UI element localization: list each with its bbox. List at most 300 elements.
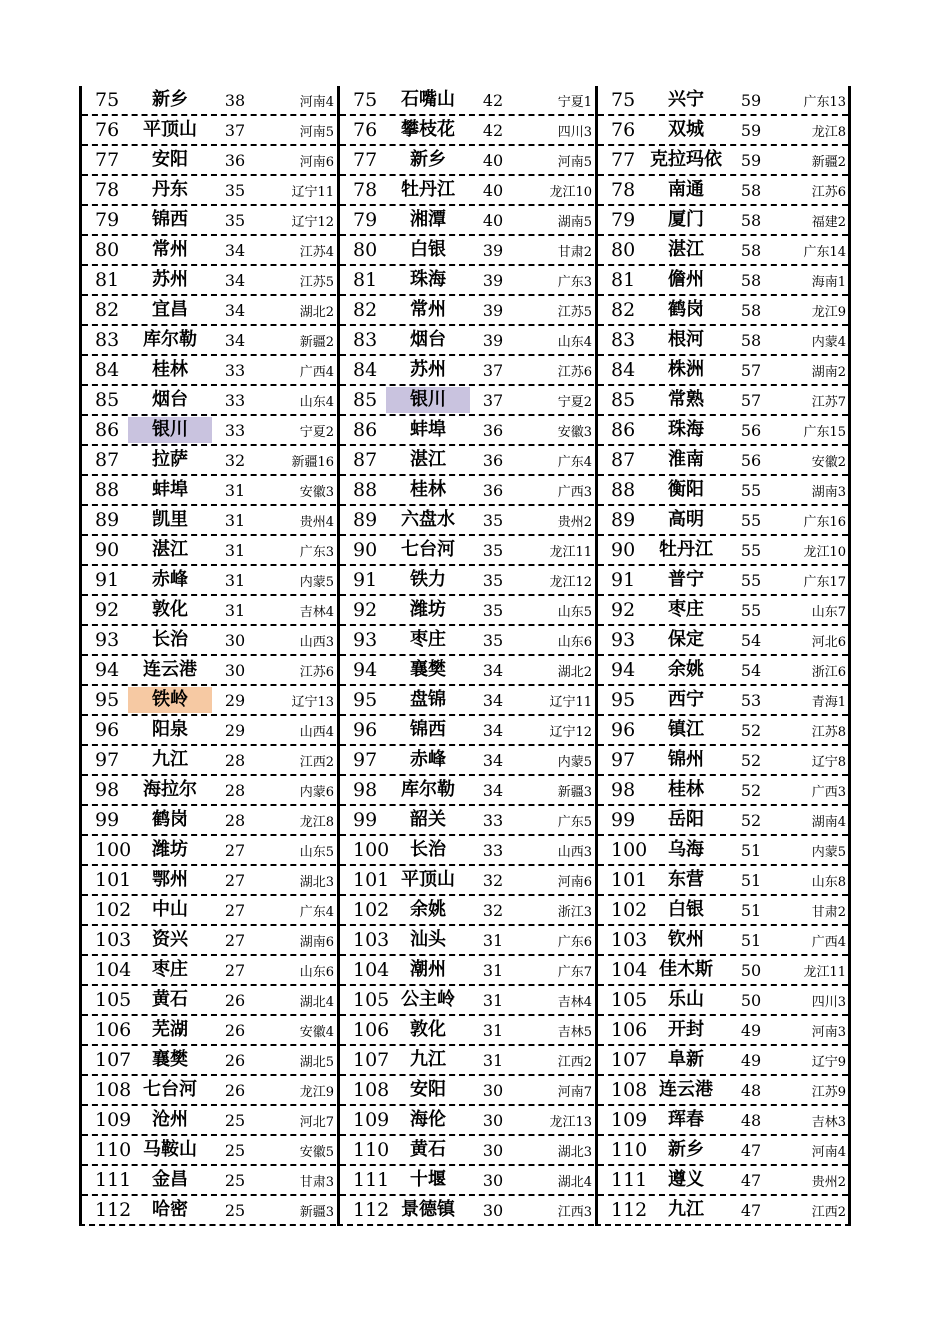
count-cell: 27 [224, 870, 246, 890]
count-cell: 52 [740, 720, 762, 740]
count-cell: 54 [740, 630, 762, 650]
city-cell: 保定 [668, 629, 704, 650]
rank-cell: 104 [353, 959, 390, 981]
table-row [340, 206, 594, 236]
city-cell: 厦门 [668, 209, 704, 230]
table-row [82, 1046, 336, 1076]
city-cell: 鹤岗 [668, 299, 704, 320]
table-row [598, 446, 848, 476]
province-cell: 山西3 [557, 844, 592, 860]
rank-cell: 90 [95, 539, 120, 561]
rank-cell: 81 [353, 269, 378, 291]
count-cell: 31 [482, 1050, 504, 1070]
rank-cell: 83 [353, 329, 378, 351]
province-cell: 江苏8 [811, 724, 846, 740]
province-cell: 宁夏2 [557, 394, 592, 410]
table-row [82, 116, 336, 146]
province-cell: 广东4 [557, 454, 592, 470]
city-cell: 长治 [152, 629, 188, 650]
province-cell: 贵州2 [557, 514, 592, 530]
count-cell: 27 [224, 960, 246, 980]
rank-cell: 108 [353, 1079, 390, 1101]
table-row [598, 536, 848, 566]
province-cell: 内蒙6 [299, 784, 334, 800]
table-row [340, 236, 594, 266]
table-row [82, 1196, 336, 1224]
count-cell: 59 [740, 120, 762, 140]
city-cell: 珠海 [410, 269, 446, 290]
table-row [598, 476, 848, 506]
province-cell: 山东4 [299, 394, 334, 410]
count-cell: 27 [224, 840, 246, 860]
table-row [598, 866, 848, 896]
province-cell: 河南7 [557, 1084, 592, 1100]
count-cell: 40 [482, 210, 504, 230]
rank-cell: 85 [353, 389, 378, 411]
table-row [598, 746, 848, 776]
rank-cell: 97 [95, 749, 120, 771]
province-cell: 辽宁13 [291, 694, 334, 710]
count-cell: 33 [224, 390, 246, 410]
table-row [598, 206, 848, 236]
city-cell: 襄樊 [152, 1049, 188, 1070]
table-row [82, 596, 336, 626]
rank-cell: 93 [611, 629, 636, 651]
table-row [82, 866, 336, 896]
rank-cell: 84 [353, 359, 378, 381]
table-row [340, 1106, 594, 1136]
province-cell: 新疆3 [557, 784, 592, 800]
province-cell: 江西3 [557, 1204, 592, 1220]
city-cell: 锦州 [668, 749, 704, 770]
rank-cell: 75 [95, 89, 120, 111]
rank-cell: 81 [95, 269, 120, 291]
city-cell: 珲春 [668, 1109, 704, 1130]
table-row [82, 626, 336, 656]
city-cell: 潍坊 [410, 599, 446, 620]
table-row [82, 1136, 336, 1166]
province-cell: 江苏5 [557, 304, 592, 320]
table-row [598, 1016, 848, 1046]
rank-cell: 86 [353, 419, 378, 441]
province-cell: 龙江8 [811, 124, 846, 140]
rank-cell: 89 [353, 509, 378, 531]
rank-cell: 102 [95, 899, 132, 921]
province-cell: 湖北5 [299, 1054, 334, 1070]
rank-cell: 111 [611, 1169, 648, 1191]
count-cell: 58 [740, 330, 762, 350]
province-cell: 吉林5 [557, 1024, 592, 1040]
count-cell: 31 [482, 960, 504, 980]
table-row [340, 476, 594, 506]
province-cell: 湖南2 [811, 364, 846, 380]
count-cell: 40 [482, 150, 504, 170]
count-cell: 31 [224, 600, 246, 620]
city-cell: 丹东 [152, 179, 188, 200]
city-cell: 余姚 [410, 899, 446, 920]
table-row [598, 1196, 848, 1224]
count-cell: 58 [740, 240, 762, 260]
count-cell: 56 [740, 450, 762, 470]
province-cell: 辽宁8 [811, 754, 846, 770]
count-cell: 36 [482, 480, 504, 500]
table-row [598, 506, 848, 536]
count-cell: 34 [482, 750, 504, 770]
city-cell: 铁力 [410, 569, 446, 590]
table-row [598, 926, 848, 956]
count-cell: 30 [482, 1170, 504, 1190]
province-cell: 宁夏2 [299, 424, 334, 440]
city-cell: 赤峰 [410, 749, 446, 770]
table-row [340, 656, 594, 686]
city-cell: 岳阳 [668, 809, 704, 830]
city-cell: 乌海 [668, 839, 704, 860]
city-cell: 黄石 [410, 1139, 446, 1160]
province-cell: 安徽3 [557, 424, 592, 440]
province-cell: 河南3 [811, 1024, 846, 1040]
rank-cell: 91 [353, 569, 378, 591]
rank-cell: 104 [611, 959, 648, 981]
count-cell: 35 [224, 180, 246, 200]
table-row [82, 236, 336, 266]
count-cell: 36 [482, 450, 504, 470]
city-cell: 湛江 [410, 449, 446, 470]
rank-cell: 105 [95, 989, 132, 1011]
table-row [340, 536, 594, 566]
count-cell: 47 [740, 1200, 762, 1220]
city-cell: 马鞍山 [143, 1139, 197, 1160]
city-cell: 中山 [152, 899, 188, 920]
province-cell: 山东5 [557, 604, 592, 620]
rank-cell: 87 [95, 449, 120, 471]
province-cell: 龙江12 [549, 574, 592, 590]
city-cell: 安阳 [410, 1079, 446, 1100]
table-row [82, 1106, 336, 1136]
city-cell: 黄石 [152, 989, 188, 1010]
city-cell: 开封 [668, 1019, 704, 1040]
province-cell: 龙江11 [803, 964, 846, 980]
city-cell: 海拉尔 [143, 779, 197, 800]
count-cell: 58 [740, 270, 762, 290]
city-cell: 盘锦 [410, 689, 446, 710]
table-row [340, 806, 594, 836]
city-cell: 连云港 [143, 659, 197, 680]
count-cell: 31 [482, 1020, 504, 1040]
province-cell: 贵州4 [299, 514, 334, 530]
table-row [340, 176, 594, 206]
province-cell: 安徽2 [811, 454, 846, 470]
rank-cell: 107 [95, 1049, 132, 1071]
count-cell: 30 [482, 1110, 504, 1130]
rank-cell: 101 [611, 869, 648, 891]
city-cell: 金昌 [152, 1169, 188, 1190]
count-cell: 37 [224, 120, 246, 140]
city-cell: 襄樊 [410, 659, 446, 680]
rank-cell: 95 [95, 689, 120, 711]
province-cell: 贵州2 [811, 1174, 846, 1190]
table-row [340, 596, 594, 626]
city-cell: 东营 [668, 869, 704, 890]
table-row [340, 1166, 594, 1196]
table-row [598, 86, 848, 116]
province-cell: 广东4 [299, 904, 334, 920]
province-cell: 新疆16 [291, 454, 334, 470]
city-cell: 新乡 [410, 149, 446, 170]
count-cell: 55 [740, 510, 762, 530]
count-cell: 50 [740, 960, 762, 980]
rank-cell: 109 [611, 1109, 648, 1131]
count-cell: 27 [224, 900, 246, 920]
rank-cell: 80 [353, 239, 378, 261]
city-cell: 苏州 [410, 359, 446, 380]
count-cell: 28 [224, 810, 246, 830]
province-cell: 江苏6 [557, 364, 592, 380]
count-cell: 28 [224, 780, 246, 800]
province-cell: 河北6 [811, 634, 846, 650]
province-cell: 青海1 [811, 694, 846, 710]
table-row [82, 956, 336, 986]
city-cell: 安阳 [152, 149, 188, 170]
city-cell: 九江 [410, 1049, 446, 1070]
table-row [82, 896, 336, 926]
table-row [340, 896, 594, 926]
city-cell: 六盘水 [401, 509, 455, 530]
rank-cell: 106 [95, 1019, 132, 1041]
city-cell: 铁岭 [128, 687, 212, 713]
rank-cell: 75 [611, 89, 636, 111]
count-cell: 31 [224, 540, 246, 560]
province-cell: 江西2 [811, 1204, 846, 1220]
province-cell: 湖南4 [811, 814, 846, 830]
count-cell: 35 [482, 570, 504, 590]
city-cell: 烟台 [152, 389, 188, 410]
province-cell: 山东5 [299, 844, 334, 860]
province-cell: 辽宁11 [549, 694, 592, 710]
table-row [82, 1076, 336, 1106]
table-row [340, 416, 594, 446]
city-cell: 阳泉 [152, 719, 188, 740]
rank-cell: 107 [353, 1049, 390, 1071]
province-cell: 甘肃2 [811, 904, 846, 920]
table-row [82, 176, 336, 206]
province-cell: 湖北3 [299, 874, 334, 890]
province-cell: 龙江9 [299, 1084, 334, 1100]
table-row [82, 656, 336, 686]
rank-cell: 93 [353, 629, 378, 651]
province-cell: 江苏6 [299, 664, 334, 680]
rank-cell: 96 [611, 719, 636, 741]
rank-cell: 95 [611, 689, 636, 711]
count-cell: 29 [224, 720, 246, 740]
city-cell: 敦化 [152, 599, 188, 620]
table-row [82, 356, 336, 386]
province-cell: 辽宁12 [549, 724, 592, 740]
count-cell: 58 [740, 300, 762, 320]
table-row [598, 566, 848, 596]
table-row [598, 716, 848, 746]
table-row [598, 626, 848, 656]
city-cell: 拉萨 [152, 449, 188, 470]
province-cell: 河南5 [299, 124, 334, 140]
rank-cell: 108 [611, 1079, 648, 1101]
rank-cell: 97 [353, 749, 378, 771]
city-cell: 新乡 [668, 1139, 704, 1160]
province-cell: 河北7 [299, 1114, 334, 1130]
city-cell: 汕头 [410, 929, 446, 950]
table-row [598, 1166, 848, 1196]
city-cell: 赤峰 [152, 569, 188, 590]
table-row [82, 746, 336, 776]
city-cell: 枣庄 [152, 959, 188, 980]
rank-cell: 79 [95, 209, 120, 231]
count-cell: 52 [740, 780, 762, 800]
city-cell: 双城 [668, 119, 704, 140]
province-cell: 龙江10 [803, 544, 846, 560]
province-cell: 内蒙4 [811, 334, 846, 350]
rank-cell: 111 [95, 1169, 132, 1191]
count-cell: 51 [740, 900, 762, 920]
city-cell: 西宁 [668, 689, 704, 710]
table-row [598, 146, 848, 176]
city-cell: 石嘴山 [401, 89, 455, 110]
rank-cell: 88 [611, 479, 636, 501]
city-cell: 佳木斯 [659, 959, 713, 980]
rank-cell: 112 [95, 1199, 132, 1221]
count-cell: 35 [482, 630, 504, 650]
rank-cell: 92 [611, 599, 636, 621]
table-row [82, 476, 336, 506]
rank-cell: 100 [353, 839, 390, 861]
rank-cell: 97 [611, 749, 636, 771]
province-cell: 河南5 [557, 154, 592, 170]
city-cell: 锦西 [410, 719, 446, 740]
rank-cell: 112 [353, 1199, 390, 1221]
table-row [340, 1046, 594, 1076]
rank-cell: 81 [611, 269, 636, 291]
table-row [598, 596, 848, 626]
table-row [82, 1166, 336, 1196]
rank-cell: 91 [95, 569, 120, 591]
city-cell: 宜昌 [152, 299, 188, 320]
rank-cell: 99 [353, 809, 378, 831]
rank-cell: 75 [353, 89, 378, 111]
province-cell: 湖南5 [557, 214, 592, 230]
count-cell: 53 [740, 690, 762, 710]
table-row [340, 146, 594, 176]
table-row [340, 986, 594, 1016]
rank-cell: 84 [95, 359, 120, 381]
table-row [598, 356, 848, 386]
province-cell: 龙江13 [549, 1114, 592, 1130]
province-cell: 辽宁11 [291, 184, 334, 200]
count-cell: 31 [224, 570, 246, 590]
province-cell: 江苏5 [299, 274, 334, 290]
count-cell: 30 [482, 1140, 504, 1160]
count-cell: 51 [740, 840, 762, 860]
province-cell: 广西3 [811, 784, 846, 800]
count-cell: 39 [482, 330, 504, 350]
province-cell: 广东15 [803, 424, 846, 440]
table-row [340, 686, 594, 716]
city-cell: 衡阳 [668, 479, 704, 500]
province-cell: 广东6 [557, 934, 592, 950]
rank-cell: 102 [353, 899, 390, 921]
table-row [340, 116, 594, 146]
ranking-sheet [79, 86, 851, 1226]
province-cell: 新疆3 [299, 1204, 334, 1220]
count-cell: 58 [740, 180, 762, 200]
province-cell: 福建2 [811, 214, 846, 230]
province-cell: 广东17 [803, 574, 846, 590]
city-cell: 锦西 [152, 209, 188, 230]
city-cell: 七台河 [143, 1079, 197, 1100]
table-row [340, 956, 594, 986]
rank-cell: 78 [353, 179, 378, 201]
count-cell: 34 [224, 270, 246, 290]
city-cell: 淮南 [668, 449, 704, 470]
count-cell: 47 [740, 1170, 762, 1190]
rank-cell: 86 [611, 419, 636, 441]
table-row [598, 776, 848, 806]
province-cell: 湖南3 [811, 484, 846, 500]
city-cell: 牡丹江 [659, 539, 713, 560]
rank-cell: 94 [611, 659, 636, 681]
city-cell: 常熟 [668, 389, 704, 410]
city-cell: 平顶山 [401, 869, 455, 890]
province-cell: 广东3 [299, 544, 334, 560]
count-cell: 59 [740, 90, 762, 110]
province-cell: 龙江9 [811, 304, 846, 320]
count-cell: 26 [224, 1020, 246, 1040]
table-row [82, 206, 336, 236]
rank-cell: 76 [611, 119, 636, 141]
table-row [598, 386, 848, 416]
table-row [340, 836, 594, 866]
province-cell: 甘肃3 [299, 1174, 334, 1190]
rank-cell: 94 [95, 659, 120, 681]
province-cell: 广西4 [811, 934, 846, 950]
city-cell: 库尔勒 [401, 779, 455, 800]
rank-cell: 98 [95, 779, 120, 801]
table-row [340, 446, 594, 476]
province-cell: 河南6 [299, 154, 334, 170]
count-cell: 30 [482, 1200, 504, 1220]
city-cell: 苏州 [152, 269, 188, 290]
table-row [82, 296, 336, 326]
rank-cell: 109 [353, 1109, 390, 1131]
rank-cell: 91 [611, 569, 636, 591]
count-cell: 26 [224, 1080, 246, 1100]
rank-cell: 98 [611, 779, 636, 801]
city-cell: 遵义 [668, 1169, 704, 1190]
table-row [598, 656, 848, 686]
count-cell: 48 [740, 1110, 762, 1130]
rank-cell: 86 [95, 419, 120, 441]
rank-cell: 88 [353, 479, 378, 501]
province-cell: 吉林4 [557, 994, 592, 1010]
rank-cell: 103 [611, 929, 648, 951]
province-cell: 广西3 [557, 484, 592, 500]
table-row [82, 776, 336, 806]
province-cell: 四川3 [811, 994, 846, 1010]
table-row [598, 1136, 848, 1166]
rank-cell: 101 [353, 869, 390, 891]
rank-cell: 79 [353, 209, 378, 231]
rank-cell: 82 [353, 299, 378, 321]
rank-cell: 89 [611, 509, 636, 531]
city-cell: 哈密 [152, 1199, 188, 1220]
rank-cell: 103 [353, 929, 390, 951]
